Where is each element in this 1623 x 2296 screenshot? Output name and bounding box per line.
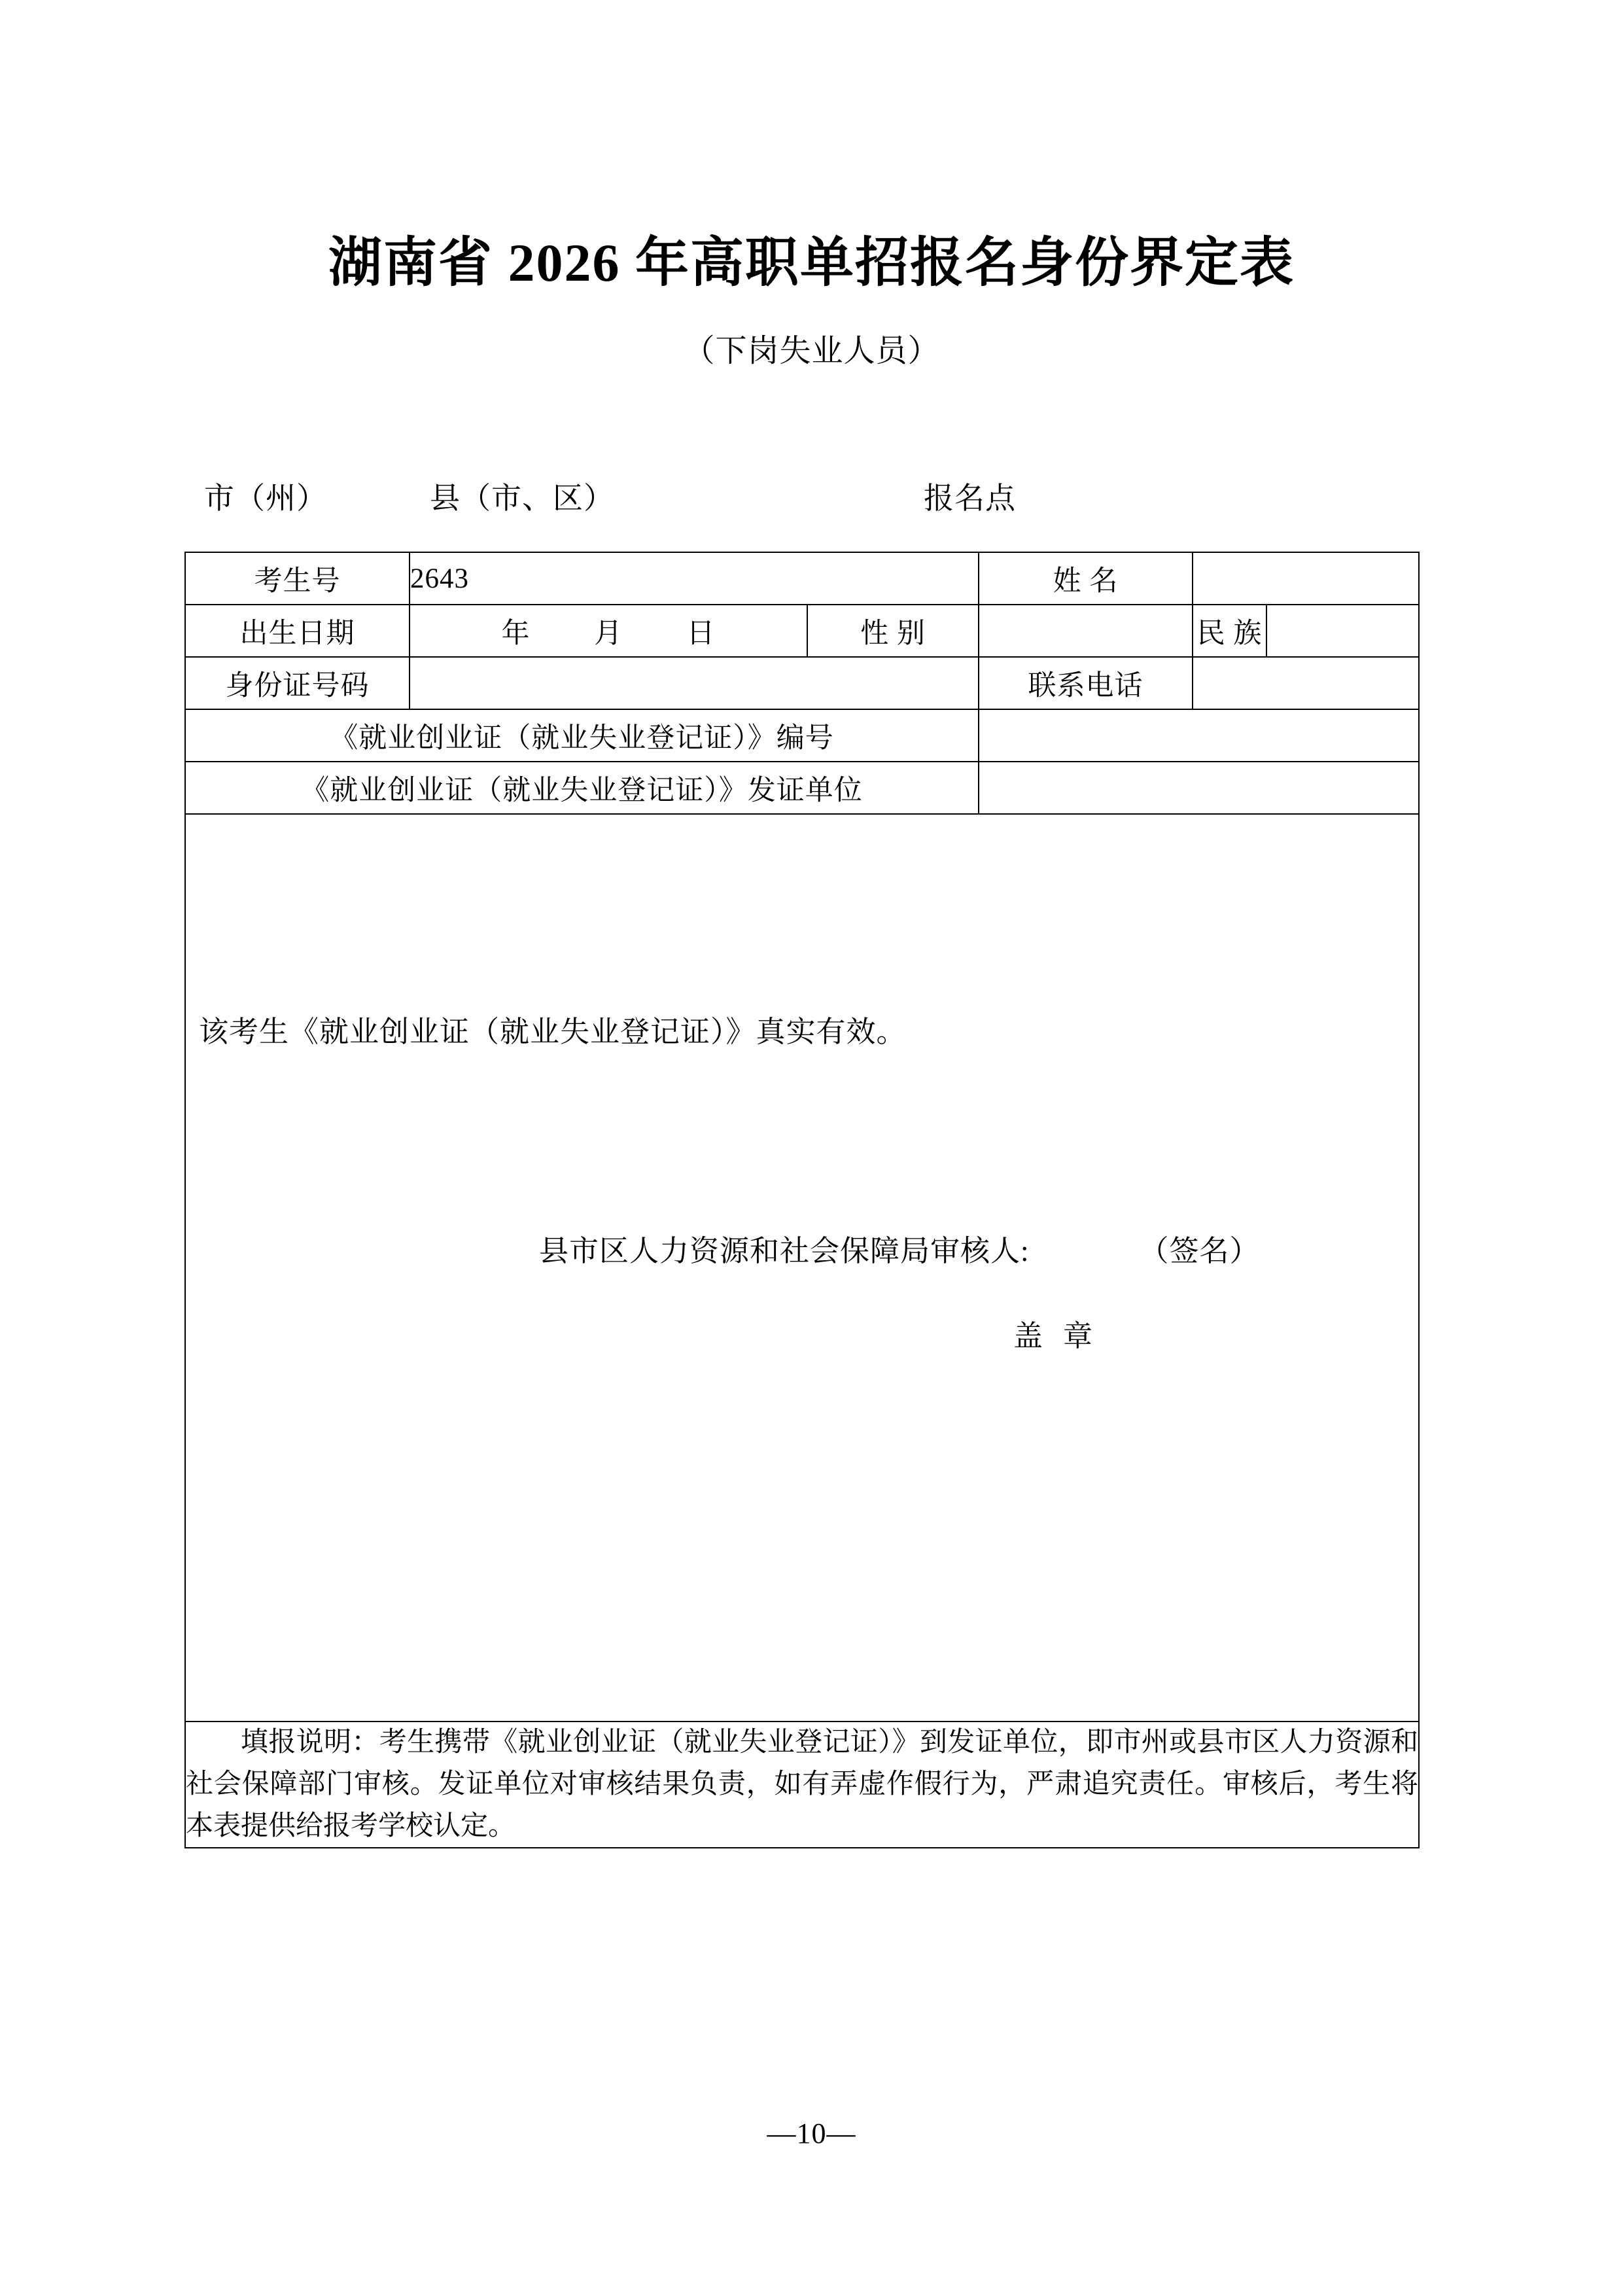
county-field-label: 县（市、区） — [430, 482, 614, 515]
registration-point-label: 报名点 — [924, 482, 1016, 515]
seal-char-right: 章 — [1063, 1320, 1094, 1352]
name-label: 姓 名 — [979, 552, 1193, 605]
location-header-row — [184, 474, 1421, 520]
page-title: 湖南省 2026 年高职单招报名身份界定表 — [328, 233, 1295, 292]
phone-value[interactable] — [1193, 657, 1419, 709]
table-row-cert-issuer — [185, 762, 1419, 814]
reviewer-label: 县市区人力资源和社会保障局审核人: — [539, 1235, 1030, 1267]
phone-label: 联系电话 — [979, 657, 1193, 709]
birth-date-value[interactable] — [410, 605, 807, 657]
cert-number-label: 《就业创业证（就业失业登记证）》编号 — [185, 709, 979, 762]
city-field-label: 市（州） — [204, 482, 327, 515]
seal-line — [1013, 1312, 1093, 1354]
id-number-value[interactable] — [410, 657, 979, 709]
cert-number-value[interactable] — [979, 709, 1419, 762]
table-row-id-phone — [185, 657, 1419, 709]
ethnicity-value[interactable] — [1266, 605, 1419, 657]
signature-note: （签名） — [1139, 1235, 1260, 1267]
candidate-number-value[interactable]: 2643 — [410, 552, 979, 605]
page-subtitle: （下岗失业人员） — [683, 334, 940, 368]
gender-value[interactable] — [979, 605, 1193, 657]
note-cell — [185, 1722, 1419, 1848]
table-row-statement — [185, 814, 1419, 1722]
table-row-candidate-number — [185, 552, 1419, 605]
statement-body: 该考生《就业创业证（就业失业登记证）》真实有效。 — [199, 1016, 907, 1048]
cert-issuer-label: 《就业创业证（就业失业登记证）》发证单位 — [185, 762, 979, 814]
name-value[interactable] — [1193, 552, 1419, 605]
gender-label: 性 别 — [807, 605, 979, 657]
cert-issuer-value[interactable] — [979, 762, 1419, 814]
table-row-cert-number — [185, 709, 1419, 762]
ethnicity-label: 民 族 — [1193, 605, 1266, 657]
table-row-note — [185, 1722, 1419, 1848]
id-number-label: 身份证号码 — [185, 657, 410, 709]
birth-date-label: 出生日期 — [185, 605, 410, 657]
candidate-number-label: 考生号 — [185, 552, 410, 605]
page-number-footer: —10— — [767, 2117, 856, 2149]
statement-inner — [186, 815, 1418, 1721]
birth-month-label: 月 — [594, 618, 623, 649]
identity-form-table — [184, 552, 1420, 1848]
reviewer-signature-line — [539, 1227, 1260, 1269]
statement-cell — [185, 814, 1419, 1722]
note-text: 填报说明：考生携带《就业创业证（就业失业登记证）》到发证单位，即市州或县市区人力资源和社会保障部门审核。发证单位对审核结果负责，如有弄虚作假行为，严肃追究责任。审核后，考生将本表提供给报考学校认定。 — [186, 1727, 1418, 1841]
table-row-birth-gender-ethnicity — [185, 605, 1419, 657]
seal-char-left: 盖 — [1013, 1320, 1044, 1352]
birth-day-label: 日 — [686, 618, 716, 649]
birth-year-label: 年 — [501, 618, 531, 649]
